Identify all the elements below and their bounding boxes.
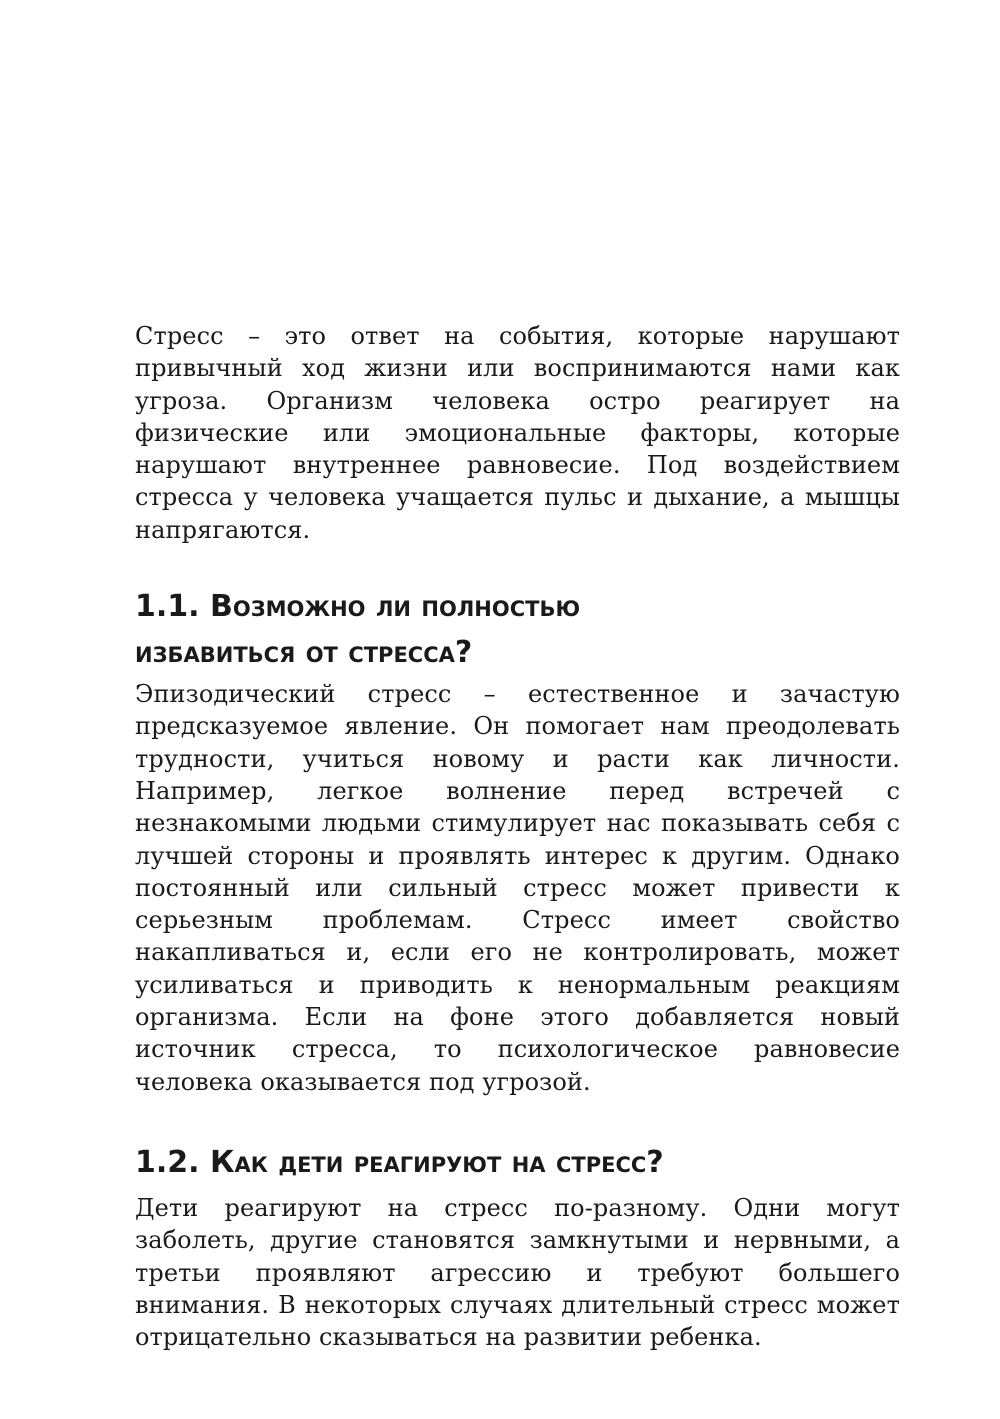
page-content xyxy=(135,320,900,1353)
section-1-2-title: Как дети реагируют на стресс? xyxy=(210,1144,664,1180)
section-1-1-title-line1: Возможно ли полностью xyxy=(210,589,581,625)
intro-paragraph: Стресс – это ответ на события, которые нарушают привычный ход жизни или воспринимаются нами как угроза. Организм человека остро реагирует на физические или эмоциональные факторы, которые нарушают внутреннее равновесие. Под воздействием стресса у человека учащается пульс и дыхание, а мышцы напрягаются. xyxy=(135,322,900,544)
section-1-1-number: 1.1. xyxy=(135,589,200,625)
section-1-1-heading xyxy=(135,584,900,676)
section-1-2-heading xyxy=(135,1140,900,1186)
section-1-1-paragraph: Эпизодический стресс – естественное и зачастую предсказуемое явление. Он помогает нам преодолевать трудности, учиться новому и расти как личности. Например, легкое волнение перед встречей с незнакомыми людьми стимулирует нас показывать себя с лучшей стороны и проявлять интерес к другим. Однако постоянный или сильный стресс может привести к серьезным проблемам. Стресс имеет свойство накапливаться и, если его не контролировать, может усиливаться и приводить к ненормальным реакциям организма. Если на фоне этого добавляется новый источник стресса, то психологическое равновесие человека оказывается под угрозой. xyxy=(135,680,900,1096)
section-1-2-number: 1.2. xyxy=(135,1144,200,1180)
section-1-1-title-line2: избавиться от стресса? xyxy=(135,635,473,671)
section-1-2-paragraph: Дети реагируют на стресс по-разному. Одни могут заболеть, другие становятся замкнутыми и нервными, а третьи проявляют агрессию и требуют большего внимания. В некоторых случаях длительный стресс может отрицательно сказываться на развитии ребенка. xyxy=(135,1193,900,1352)
